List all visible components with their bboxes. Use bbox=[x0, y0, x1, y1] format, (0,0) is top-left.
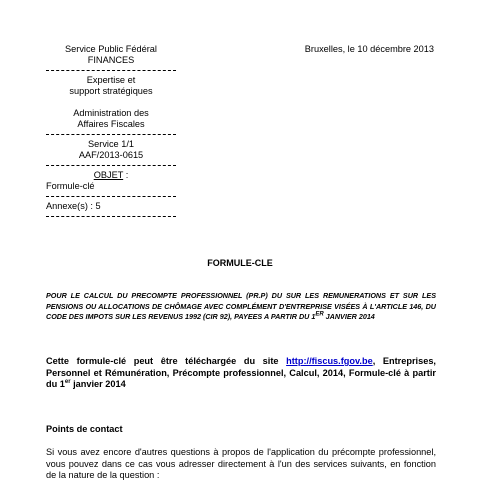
objet-label: OBJET bbox=[93, 170, 124, 180]
letter-date: Bruxelles, le 10 décembre 2013 bbox=[304, 44, 434, 54]
sender-block bbox=[46, 44, 176, 221]
dept-line-1: Expertise et bbox=[86, 75, 136, 85]
admin-line-1: Administration des bbox=[73, 108, 149, 118]
download-text-b: , Entreprises, Personnel et Rémunération, Précompte professionnel, Calcul, 2014, Formule-clé à partir du 1 bbox=[46, 356, 436, 389]
objet-colon: : bbox=[123, 170, 129, 180]
ref-line-2: AAF/2013-0615 bbox=[78, 150, 144, 160]
objet-heading bbox=[46, 170, 176, 181]
service-line-2: FINANCES bbox=[87, 55, 135, 65]
download-text-c: janvier 2014 bbox=[70, 379, 126, 389]
separator bbox=[46, 196, 176, 197]
subtitle-text: POUR LE CALCUL DU PRECOMPTE PROFESSIONNEL (PR.P) DU SUR LES REMUNERATIONS ET SUR LES PENSIONS OU ALLOCATIONS DE CHÔMAGE AVEC COMPLÉMENT D'ENTREPRISE VISÉES À L'ARTICLE 146, DU CODE DES IMPOTS SUR LES REVENUS 1992 (CIR 92), PAYEES A PARTIR DU 1 bbox=[46, 291, 436, 321]
separator bbox=[46, 216, 176, 217]
download-sup: er bbox=[64, 378, 71, 385]
separator bbox=[46, 165, 176, 166]
document-title: FORMULE-CLE bbox=[207, 258, 273, 268]
objet-value: Formule-clé bbox=[46, 181, 95, 191]
download-text-a: Cette formule-clé peut être téléchargée du site bbox=[46, 356, 287, 366]
separator bbox=[46, 70, 176, 71]
subtitle-sup: ER bbox=[315, 311, 324, 318]
ref-line-1: Service 1/1 bbox=[88, 139, 134, 149]
contacts-paragraph: Si vous avez encore d'autres questions à propos de l'application du précompte professionnel, vous pouvez dans ce cas vous adresser directement à l'un des services suivants, en fonction de la nature de la question : bbox=[46, 447, 436, 480]
contacts-heading: Points de contact bbox=[46, 424, 123, 434]
separator bbox=[46, 134, 176, 135]
document-subtitle bbox=[46, 291, 436, 323]
download-paragraph bbox=[46, 356, 436, 391]
dept-line-2: support stratégiques bbox=[69, 86, 153, 96]
service-line-1: Service Public Fédéral bbox=[65, 44, 157, 54]
admin-line-2: Affaires Fiscales bbox=[77, 119, 145, 129]
annexes: Annexe(s) : 5 bbox=[46, 201, 101, 211]
subtitle-end: JANVIER 2014 bbox=[323, 312, 375, 321]
fiscus-link[interactable]: http://fiscus.fgov.be bbox=[286, 356, 373, 366]
